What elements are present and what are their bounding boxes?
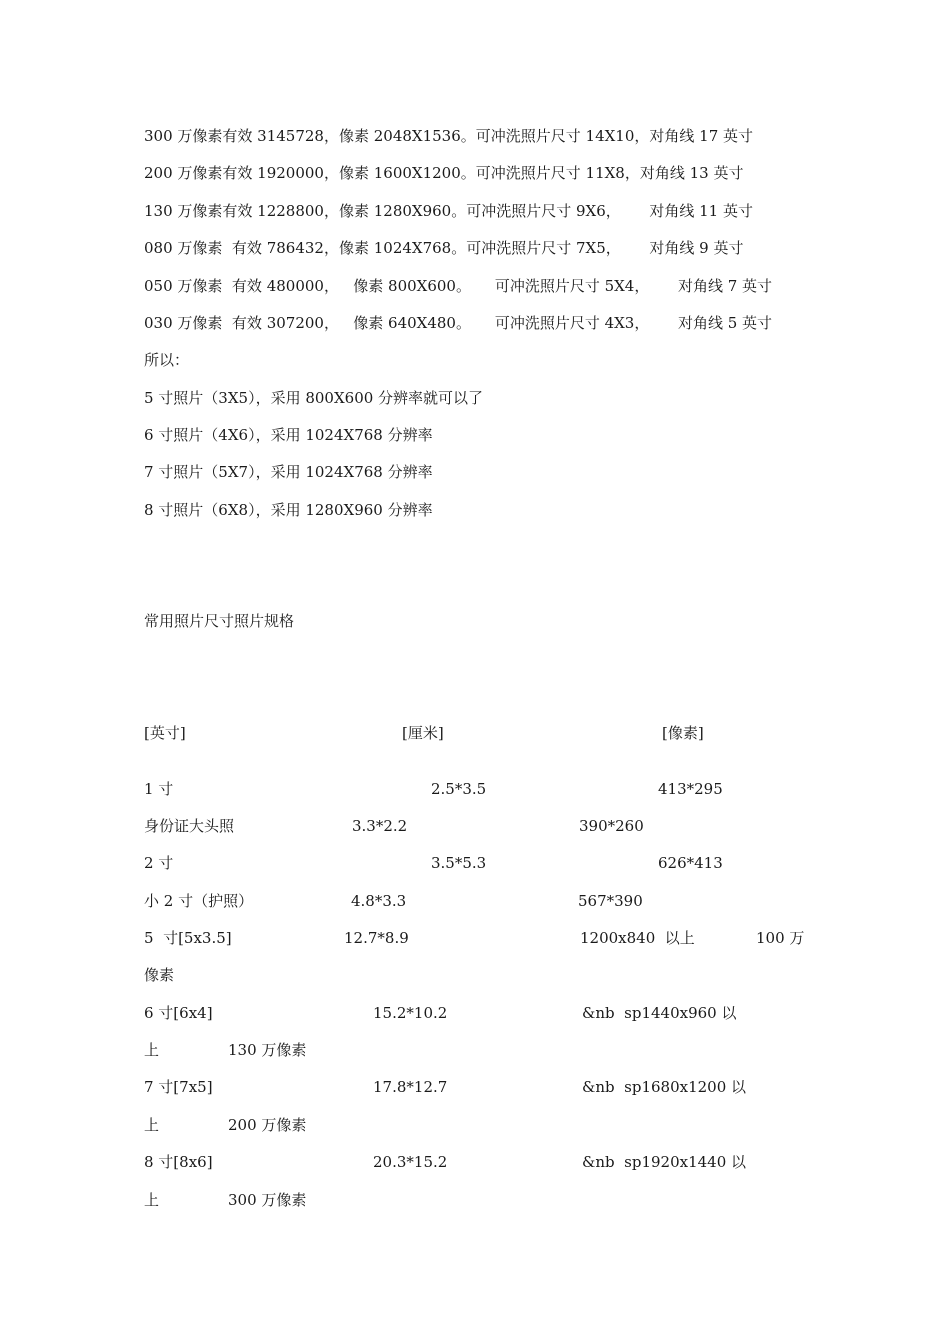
row-continuation: 130 万像素 xyxy=(228,1041,307,1059)
row-name: 身份证大头照 xyxy=(144,817,235,835)
resolution-line: 080 万像素 有效 786432，像素 1024X768。可冲洗照片尺寸 7X5， 对角线 9 英寸 xyxy=(144,239,744,257)
row-cm: 15.2*10.2 xyxy=(373,1004,448,1022)
row-name: 1 寸 xyxy=(144,780,174,798)
row-px: 567*390 xyxy=(578,892,643,910)
recommendation-line: 6 寸照片（4X6），采用 1024X768 分辨率 xyxy=(144,426,433,444)
row-cm: 4.8*3.3 xyxy=(351,892,407,910)
so-label: 所以： xyxy=(144,351,190,369)
header-inch: [英寸] xyxy=(144,724,186,742)
row-name: 7 寸[7x5] xyxy=(144,1078,213,1096)
row-name: 6 寸[6x4] xyxy=(144,1004,213,1022)
row-cm: 12.7*8.9 xyxy=(344,929,409,947)
resolution-line: 200 万像素有效 1920000，像素 1600X1200。可冲洗照片尺寸 11X8，对角线 13 英寸 xyxy=(144,164,744,182)
row-cm: 17.8*12.7 xyxy=(373,1078,448,1096)
resolution-line: 050 万像素 有效 480000， 像素 800X600。 可冲洗照片尺寸 5X4， 对角线 7 英寸 xyxy=(144,277,773,295)
row-name: 8 寸[8x6] xyxy=(144,1153,213,1171)
row-continuation: 300 万像素 xyxy=(228,1191,307,1209)
row-px: 413*295 xyxy=(658,780,723,798)
row-cm: 2.5*3.5 xyxy=(431,780,487,798)
row-name: 2 寸 xyxy=(144,854,174,872)
row-continuation: 上 xyxy=(144,1041,160,1059)
row-cm: 3.3*2.2 xyxy=(352,817,408,835)
recommendation-line: 5 寸照片（3X5），采用 800X600 分辨率就可以了 xyxy=(144,389,484,407)
row-px: 626*413 xyxy=(658,854,723,872)
row-px: &nb sp1680x1200 以 xyxy=(582,1078,747,1096)
recommendation-line: 7 寸照片（5X7），采用 1024X768 分辨率 xyxy=(144,463,433,481)
recommendation-line: 8 寸照片（6X8），采用 1280X960 分辨率 xyxy=(144,501,433,519)
row-continuation: 像素 xyxy=(144,966,175,984)
resolution-line: 300 万像素有效 3145728，像素 2048X1536。可冲洗照片尺寸 14X10，对角线 17 英寸 xyxy=(144,127,754,145)
row-continuation: 上 xyxy=(144,1191,160,1209)
row-cm: 20.3*15.2 xyxy=(373,1153,448,1171)
row-name: 5 寸[5x3.5] xyxy=(144,929,232,947)
row-px: &nb sp1440x960 以 xyxy=(582,1004,737,1022)
row-continuation: 200 万像素 xyxy=(228,1116,307,1134)
row-cm: 3.5*5.3 xyxy=(431,854,487,872)
row-name: 小 2 寸（护照） xyxy=(144,892,254,910)
row-extra: 100 万 xyxy=(756,929,805,947)
resolution-line: 130 万像素有效 1228800，像素 1280X960。可冲洗照片尺寸 9X6， 对角线 11 英寸 xyxy=(144,202,753,220)
row-px: 1200x840 以上 xyxy=(580,929,695,947)
row-px: &nb sp1920x1440 以 xyxy=(582,1153,747,1171)
section-title: 常用照片尺寸照片规格 xyxy=(144,612,295,630)
resolution-line: 030 万像素 有效 307200， 像素 640X480。 可冲洗照片尺寸 4X3， 对角线 5 英寸 xyxy=(144,314,773,332)
header-pixel: [像素] xyxy=(662,724,704,742)
header-cm: [厘米] xyxy=(402,724,444,742)
row-continuation: 上 xyxy=(144,1116,160,1134)
row-px: 390*260 xyxy=(579,817,644,835)
